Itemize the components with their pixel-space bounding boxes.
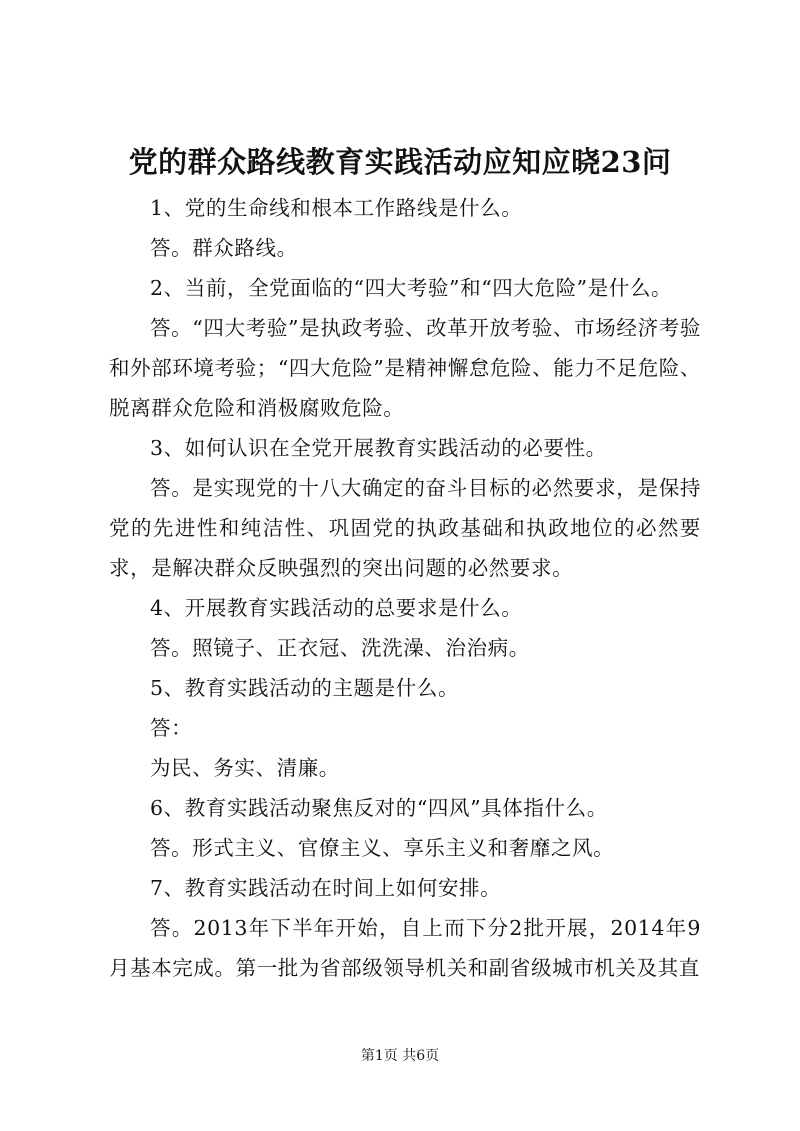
paragraph: 答。2013年下半年开始，自上而下分2批开展，2014年9月基本完成。第一批为省部级领导机关和副省级城市机关及其直 <box>109 916 701 980</box>
document-body <box>109 188 701 988</box>
paragraph: 答。形式主义、官僚主义、享乐主义和奢靡之风。 <box>150 836 615 860</box>
paragraph: 4、开展教育实践活动的总要求是什么。 <box>150 596 523 620</box>
paragraph: 答。“四大考验”是执政考验、改革开放考验、市场经济考验和外部环境考验；“四大危险”是精神懈怠危险、能力不足危险、脱离群众危险和消极腐败危险。 <box>109 316 701 420</box>
paragraph: 5、教育实践活动的主题是什么。 <box>150 676 460 700</box>
document-title: 党的群众路线教育实践活动应知应晓23问 <box>128 145 672 179</box>
paragraph: 为民、务实、清廉。 <box>150 756 340 780</box>
paragraph: 6、教育实践活动聚焦反对的“四风”具体指什么。 <box>150 796 608 820</box>
paragraph: 3、如何认识在全党开展教育实践活动的必要性。 <box>150 436 607 460</box>
paragraph: 1、党的生命线和根本工作路线是什么。 <box>150 196 523 220</box>
paragraph: 答。群众路线。 <box>150 236 298 260</box>
paragraph: 2、当前，全党面临的“四大考验”和“四大危险”是什么。 <box>150 276 673 300</box>
paragraph: 答。照镜子、正衣冠、洗洗澡、治治病。 <box>150 636 530 660</box>
page-footer: 第1页 共6页 <box>360 1048 440 1064</box>
paragraph: 7、教育实践活动在时间上如何安排。 <box>150 876 502 900</box>
paragraph: 答。是实现党的十八大确定的奋斗目标的必然要求，是保持党的先进性和纯洁性、巩固党的执政基础和执政地位的必然要求，是解决群众反映强烈的突出问题的必然要求。 <box>109 476 701 580</box>
paragraph: 答： <box>150 716 193 740</box>
